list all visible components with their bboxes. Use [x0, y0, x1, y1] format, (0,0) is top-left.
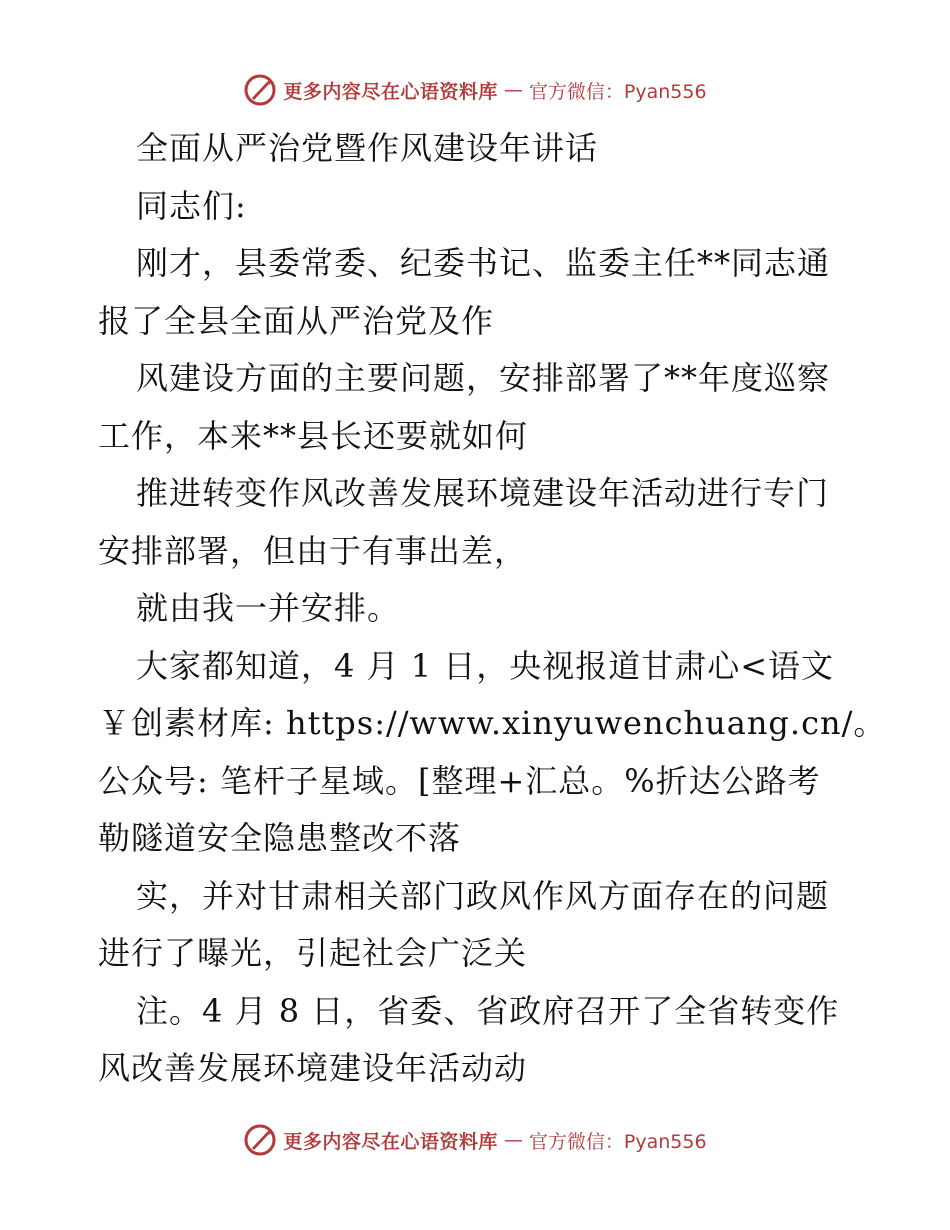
banner-slogan: 更多内容尽在心语资料库	[283, 80, 498, 103]
text-line: 大家都知道，4 月 1 日，央视报道甘肃心<语文	[136, 646, 835, 685]
salutation: 同志们:	[136, 186, 247, 225]
text-line: 注。4 月 8 日，省委、省政府召开了全省转变作	[136, 991, 840, 1030]
text-line: 安排部署，但由于有事出差，	[98, 531, 528, 570]
text-line: 实，并对甘肃相关部门政风作风方面存在的问题	[136, 876, 830, 915]
quill-logo-icon	[243, 73, 277, 107]
header-watermark-banner	[0, 68, 950, 112]
banner-slogan: 更多内容尽在心语资料库	[283, 1130, 498, 1153]
text-line: 勒隧道安全隐患整改不落	[98, 819, 462, 857]
banner-separator: —	[503, 79, 523, 101]
text-line: 刚才，县委常委、纪委书记、监委主任**同志通	[136, 244, 831, 282]
text-line: 就由我一并安排。	[136, 589, 401, 627]
banner-wechat: 官方微信：Pyan556	[528, 1130, 707, 1153]
text-line: 报了全县全面从严治党及作	[98, 301, 495, 340]
footer-watermark-banner	[0, 1118, 950, 1162]
text-line: 工作，本来**县长还要就如何	[98, 416, 529, 455]
document-title: 全面从严治党暨作风建设年讲话	[136, 129, 599, 167]
text-line: 公众号: 笔杆子星域。[整理+汇总。%折达公路考	[98, 761, 821, 800]
text-line: 风改善发展环境建设年活动动	[98, 1049, 528, 1087]
banner-separator: —	[503, 1129, 523, 1151]
banner-wechat: 官方微信：Pyan556	[528, 80, 707, 103]
quill-logo-icon	[243, 1123, 277, 1157]
text-line: 进行了曝光，引起社会广泛关	[98, 934, 528, 972]
text-line: 推进转变作风改善发展环境建设年活动进行专门	[136, 474, 830, 512]
text-line: 风建设方面的主要问题，安排部署了**年度巡察	[136, 359, 831, 397]
text-line: ￥创素材库: https://www.xinyuwenchuang.cn/。	[98, 704, 887, 742]
document-body	[98, 120, 887, 1098]
